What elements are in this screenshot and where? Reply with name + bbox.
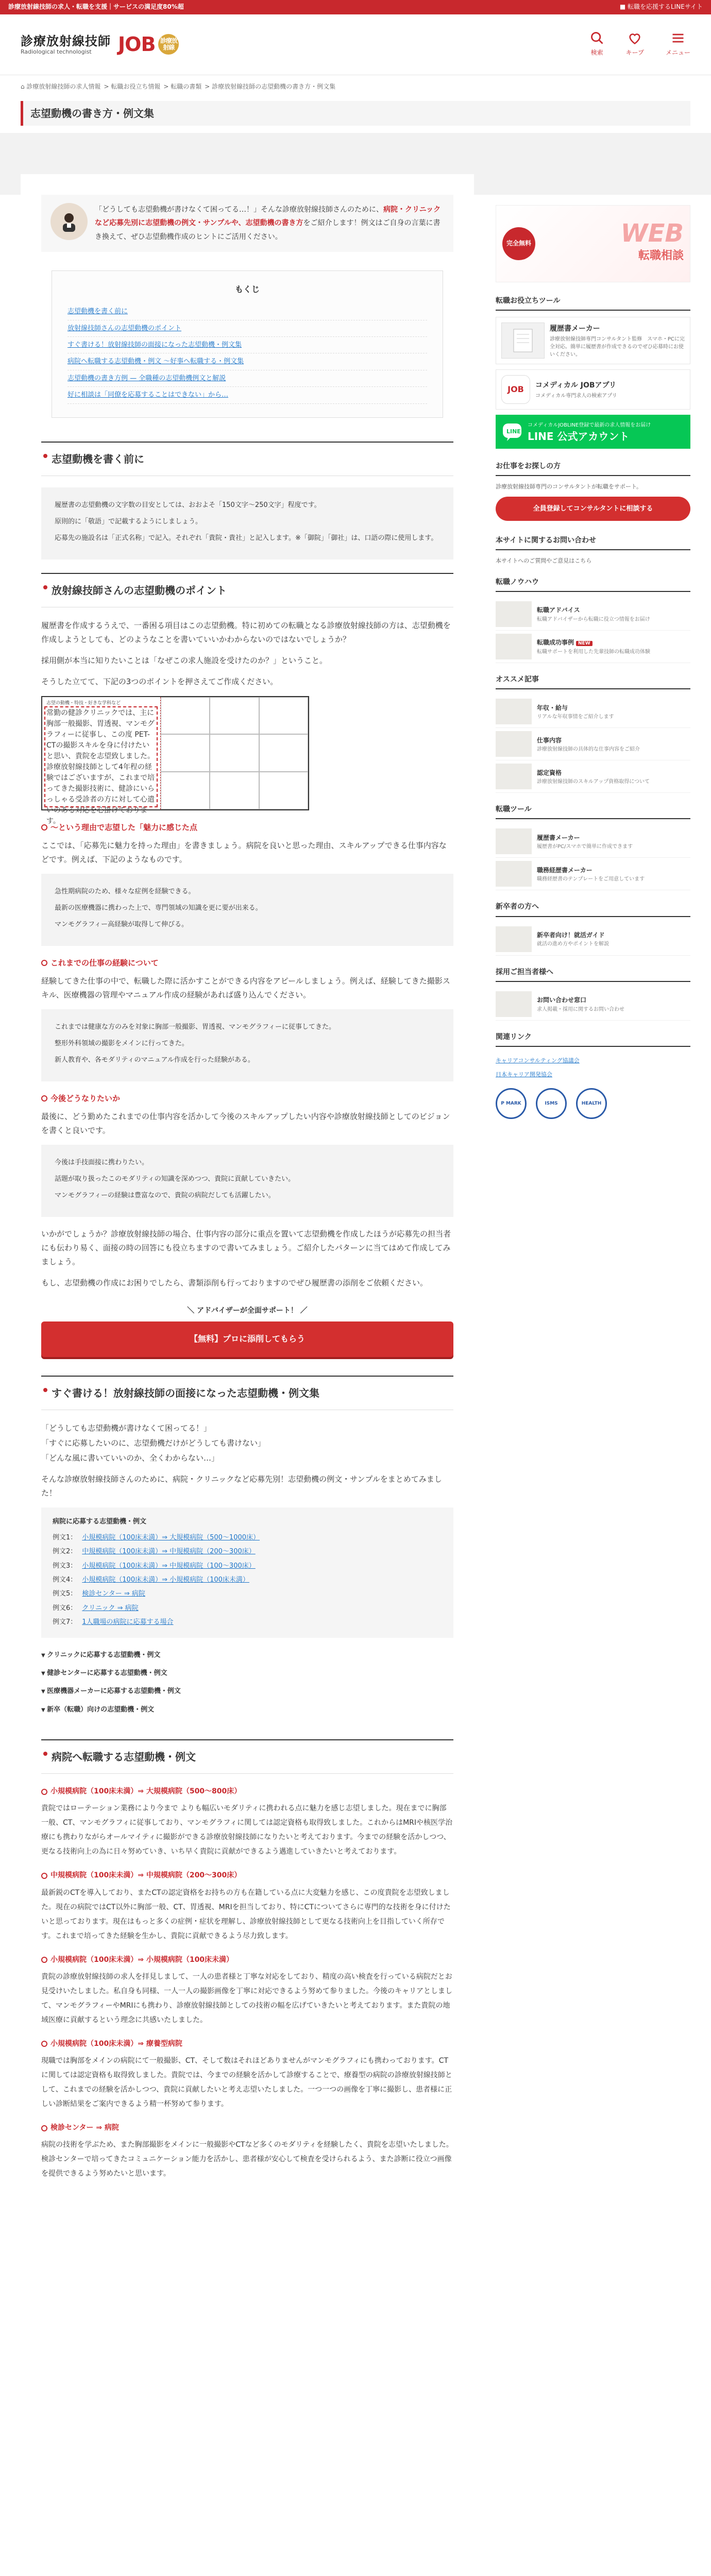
section-heading: 病院へ転職する志望動機・例文 [41,1739,453,1774]
breadcrumb: ⌂ 診療放射線技師の求人情報 > 転職お役立ち情報 > 転職の書類 > 診療放射線技師の志望動機の書き方・例文集 [21,83,336,90]
example-heading: 小規模病院（100床未満）⇒ 大規模病院（500〜800床） [41,1785,453,1798]
intro-text-part: 「どうしても志望動機が書けなくて困ってる…！」そんな診療放射線技師さんのために、 [95,205,383,214]
example-link[interactable]: 1人職場の病院に応募する場合 [82,1618,174,1626]
toc-item[interactable]: 好に相談は「同僚を応募することはできない」から… [67,387,427,403]
example-text: 最新鋭のCTを導入しており、またCTの認定資格をお持ちの方も在籍している点に大変魅力を感じ、この度貴院を志望致しました。現在の病院ではCT以外に胸部一般、CT、胃透視、MRIを担当しており、特にCTについてさらに専門的な技術を身に付けたいと思っております。現在はもっと多くの症例・症状を理解し、診療放射線技師として更なる技術向上を目指していく所存です。これまで培ってきた経験を生かし、貴院に貢献できるよう尽力致します。 [41,1888,451,1940]
item-desc: 診療放射線技師のスキルアップ資格取得について [537,779,650,785]
heart-icon [628,31,642,45]
banner-sub-text: 転職相談 [638,249,684,262]
sample-cell [161,697,210,735]
sidebar-heading: 転職ノウハウ [496,574,690,592]
search-icon [590,31,604,45]
new-badge: NEW [576,641,592,646]
note-line: マンモグラフィーの経験は豊富なので、貴院の病院だしても活躍したい。 [55,1191,275,1199]
table-of-contents [52,270,443,417]
svg-text:LINE: LINE [506,428,521,435]
item-title: 履歴書メーカー [537,834,580,841]
note-line: 応募先の施設名は「正式名称」で記入。それぞれ「貴院・貴社」と記入します。※「御院」「御社」は、口語の際に使用します。 [55,534,438,542]
page-title: 志望動機の書き方・例文集 [21,101,690,126]
inquiry-link[interactable]: 本サイトへのご質問やご意見はこちら [496,557,592,565]
sidebar-heading: 採用ご担当者様へ [496,964,690,982]
paragraph: 経験してきた仕事の中で、転職した際に活かすことができる内容をアピールしましょう。例えば、経験してきた撮影スキル、医療機器の管理やマニュアル作成の経験があれば盛り込んでください。 [41,976,450,999]
header-nav [590,31,690,59]
intro-text-tail: をご紹介します！例文はご自身の言葉に書き換えて、ぜひ志望動機作成のヒントにご活用ください。 [95,219,441,241]
site-logo[interactable] [21,27,179,62]
client-thumbnail [496,991,532,1017]
item-title: 仕事内容 [537,736,562,744]
banner-big-text: WEB [620,218,684,248]
recommend-thumbnail [496,699,532,724]
highlight-frame [44,706,158,807]
resume-thumbnail [501,323,545,359]
example-number: 例文2： [53,1548,77,1556]
toc-title: もくじ [234,284,260,295]
knowhow-thumbnail [496,601,532,627]
app-name: コメディカル JOBアプリ [535,381,616,389]
example-text: 貴院の診療放射線技師の求人を拝見しまして、一人の患者様と丁寧な対応をしており、精度の高い検査を行っている病院だとお見受けいたしました。私自身も同様、一人一人の撮影画像を丁寧に対応できるよう努めて参りました。今後のキャリアとしまして、マンモグラフィーやMRIにも携わり、診療放射線技師としての技術の幅を広げていきたいと考えております。また貴院の地域医療に貢献するという理念に共感いたしました。 [41,1972,452,2024]
item-desc: 転職サポートを利用した先輩技師の転職成功体験 [537,649,650,655]
advisor-avatar [50,203,88,240]
health-logo: HEALTH [576,1088,607,1119]
item-desc: リアルな年収事情をご紹介します [537,714,614,720]
item-desc: 職務経歴書のテンプレートをご用意しています [537,876,645,883]
paragraph: そうした立てて、下記の3つのポイントを押さえてご作成ください。 [41,676,278,686]
toc-item[interactable]: 病院へ転職する志望動機・例文 ～好事へ転職する・例文集 [67,353,427,370]
note-line: 最新の医療機器に携わった上で、専門領域の知識を更に要が出来る。 [55,904,262,912]
sidebar-heading: 転職お役立ちツール [496,293,690,311]
intro-text [95,203,444,244]
line-official-banner[interactable] [496,415,690,449]
knowhow-thumbnail [496,634,532,659]
line-chat-icon [502,421,522,442]
paragraph: 履歴書を作成するうえで、一番困る項目はこの志望動機。特に初めての転職となる診療放射線技師の方は、志望動機を作成しようとしても、どのようなことを書いていいかわからないのではないでしょうか？ [41,620,451,644]
sidebar-heading: 新卒者の方へ [496,899,690,917]
recommend-thumbnail [496,731,532,757]
example-text: 病院の技術を学ぶため、また胸部撮影をメインに一般撮影やCTなど多くのモダリティを経験したく、貴院を志望いたしました。検診センターで培ってきたコミュニケーション能力を活かし、患者様が安心して検査を受けられるよう、また診断に役立つ画像を提供できるよう努めたいと思います。 [41,2141,453,2178]
recommend-thumbnail [496,764,532,789]
point-heading: 〜という理由で志望した「魅力に感じた点 [41,821,453,835]
main-article [21,174,474,2219]
example-heading: 中規模病院（100床未満）⇒ 中規模病院（200〜300床） [41,1869,453,1882]
breadcrumb-item: 診療放射線技師の志望動機の書き方・例文集 [212,83,336,90]
note-line: 原則的に「敬語」で記載するようにしましょう。 [55,517,202,526]
line-banner-small: コメディカルJOBLINE登録で最新の求人情報をお届け [528,422,651,428]
app-desc: コメディカル専門求人の検索アプリ [535,393,617,399]
example-number: 例文4： [53,1576,77,1584]
note-box [41,487,453,560]
nav-keep[interactable] [626,31,644,59]
paragraph: そんな診療放射線技師さんのために、病院・クリニックなど応募先別！志望動機の例文・サンプルをまとめてみました！ [41,1474,442,1498]
example-list-row [53,1615,442,1629]
note-box [41,1145,453,1217]
recommend-item[interactable] [496,760,690,793]
top-announcement-bar [0,0,711,14]
accordion-new-grad[interactable]: ▼ 新卒（転職）向けの志望動機・例文 [41,1701,453,1719]
item-desc: 求人掲載・採用に関するお問い合わせ [537,1006,624,1012]
example-list-row [53,1559,442,1573]
tool-item[interactable] [496,825,690,858]
note-line: 急性期病院のため、様々な症例を経験できる。 [55,887,195,895]
example-list-row [53,1545,442,1558]
site-header [0,14,711,75]
example-list-row [53,1587,442,1601]
note-line: 整形外科領域の撮影をメインに行ってきた。 [55,1039,189,1047]
cta-label: ＼ アドバイザーが全面サポート！ ／ [187,1306,308,1315]
line-banner-big: LINE 公式アカウント [528,430,630,443]
accordion-device-maker[interactable]: ▼ 医療機器メーカーに応募する志望動機・例文 [41,1682,453,1700]
example-link[interactable]: 小規模病院（100床未満）⇒ 小規模病院（100床未満） [82,1576,249,1584]
sample-cell [210,734,259,772]
item-title: 新卒者向け！就活ガイド [537,931,605,939]
paragraph: 最後に、どう勤めたこれまでの仕事内容を活かして今後のスキルアップしたい内容や診療放射線技師としてのビジョンを書くと良いです。 [41,1111,450,1135]
quote-line: 「すぐに応募したいのに、志望動機だけがどうしても書けない」 [41,1438,266,1448]
item-title: 職務経歴書メーカー [537,866,592,874]
resume-maker-card[interactable] [496,317,690,364]
web-consult-banner[interactable] [496,205,690,282]
related-link[interactable]: 日本キャリア開発協会 [496,1071,552,1078]
nav-menu[interactable] [666,31,690,59]
paragraph: 採用側が本当に知りたいことは「なぜこの求人施設を受けたのか？」ということ。 [41,655,328,665]
example-link[interactable]: クリニック ⇒ 病院 [82,1604,139,1612]
section-heading: すぐ書ける！放射線技師の面接になった志望動機・例文集 [41,1376,453,1410]
sidebar-heading: 関連リンク [496,1029,690,1047]
tool-name: 履歴書メーカー [550,324,600,333]
nav-keep-label: キープ [625,48,644,56]
sample-cell [210,772,259,809]
sample-grid [161,697,308,809]
example-list-row [53,1601,442,1615]
example-link[interactable]: 中規模病院（100床未満）⇒ 中規模病院（200〜300床） [82,1548,256,1556]
note-line: 新人教育や、各モダリティのマニュアル作成を行った経験がある。 [55,1056,255,1064]
certification-logos [496,1088,690,1119]
resume-sample-image [41,696,309,826]
example-link[interactable]: 検診センター ⇒ 病院 [82,1590,145,1598]
intro-text-bold: 病院・クリニックなど応募先別に志望動機の例文・サンプルや、志望動機の書き方 [95,205,441,228]
tool-desc: 診療放射線技師専門コンサルタント監修 スマホ・PCに完全対応。簡単に履歴書が作成できるのでぜひ応募時にお使いください。 [550,336,685,358]
intro-box [41,195,453,252]
example-link[interactable]: 小規模病院（100床未満）⇒ 中規模病院（100〜300床） [82,1562,256,1570]
item-title: 転職アドバイス [537,606,580,614]
sample-text: 常勤の健診クリニックでは、主に胸部一般撮影、胃透視、マンモグラフィーに従事し、この度 PET-CTの撮影スキルを身に付けたいと思い、貴院を志望致しました。診療放射線技師として4年程の経験ではございますが、これまで培ってきた撮影技術に、健診にいらっしゃる受診者の方に対して心遣いのある対応を心掛けております。 [46,709,155,826]
app-card[interactable] [496,369,690,410]
item-title: お問い合わせ窓口 [537,996,587,1004]
note-line: 今後は手技面接に携わりたい。 [55,1158,149,1166]
item-desc: 転職アドバイザーから転職に役立つ情報をお届け [537,616,650,622]
recommend-item[interactable] [496,728,690,760]
note-box [41,1009,453,1081]
item-desc: 履歴書がPC/スマホで簡単に作成できます [537,844,633,850]
line-site-link[interactable]: ■ 転職を応援するLINEサイト [619,3,703,11]
note-line: これまでは健康な方のみを対象に胸部一般撮影、胃透視、マンモグラフィーに従事してきた。 [55,1023,335,1031]
recommend-item[interactable] [496,696,690,728]
sample-cell [161,772,210,809]
resume-review-button[interactable]: 【無料】プロに添削してもらう [41,1321,453,1357]
toc-item[interactable]: 志望動機の書き方例 — 全職種の志望動機例文と解説 [67,370,427,387]
accordion-clinic[interactable]: ▼ クリニックに応募する志望動機・例文 [41,1646,453,1664]
isms-logo: ISMS [536,1088,567,1119]
note-box [41,874,453,946]
example-link[interactable]: 小規模病院（100床未満）⇒ 大規模病院（500〜1000床） [82,1533,260,1541]
tool-item[interactable] [496,858,690,890]
example-heading: 小規模病院（100床未満）⇒ 小規模病院（100床未満） [41,1954,453,1967]
example-number: 例文7： [53,1618,77,1626]
point-heading: 今後どうなりたいか [41,1092,453,1106]
related-link[interactable]: キャリアコンサルティング協議会 [496,1057,580,1064]
banner-free-badge: 完全無料 [502,227,535,260]
logo-japanese: 診療放射線技師 [21,33,111,48]
document-icon [513,328,533,353]
knowhow-item[interactable] [496,598,690,631]
sample-cell [210,697,259,735]
paragraph: ここでは、「応募先に魅力を持った理由」を書きましょう。病院を良いと思った理由、スキルアップできる仕事内容などです。例えば、下記のようなものです。 [41,840,447,864]
example-list-row [53,1531,442,1545]
example-number: 例文1： [53,1533,77,1541]
logo-job-mark [118,27,179,62]
announcement-text: 診療放射線技師の求人・転職を支援｜サービスの満足度80%超 [8,3,184,11]
sample-cell [259,734,308,772]
accordion-checkup-center[interactable]: ▼ 健診センターに応募する志望動機・例文 [41,1664,453,1682]
section-heading: 志望動機を書く前に [41,442,453,476]
consult-register-button[interactable]: 全員登録してコンサルタントに相談する [496,497,690,521]
logo-job-text: JOB [118,33,156,56]
toc-item[interactable]: すぐ書ける！放射線技師の面接になった志望動機・例文集 [67,337,427,353]
paragraph: もし、志望動機の作成にお困りでしたら、書類添削も行っておりますのでぜひ履歴書の添削をご依頼ください。 [41,1278,428,1287]
sample-cell [161,734,210,772]
sample-motivation-area [42,697,161,826]
quote-line: 「どうしても志望動機が書けなくて困ってる！」 [41,1423,212,1433]
example-number: 例文3： [53,1562,77,1570]
breadcrumb-item[interactable]: 転職の書類 [171,83,202,90]
sidebar [496,174,690,2219]
app-icon: JOB [501,375,530,404]
nav-search-label: 検索 [590,48,603,56]
example-number: 例文5： [53,1590,77,1598]
sidebar-heading: 本サイトに関するお問い合わせ [496,532,690,550]
sidebar-heading: お仕事をお探しの方 [496,458,690,476]
tool-thumbnail [496,861,532,887]
note-line: マンモグラフィー高経験が取得して伸びる。 [55,920,188,928]
item-title: 認定資格 [537,769,562,776]
item-title: 年収・給与 [537,704,568,711]
breadcrumb-item[interactable]: ⌂ 診療放射線技師の求人情報 [21,83,101,90]
example-text: 貴院ではローテーション業務により今まで よりも幅広いモダリティに携われる点に魅力を感じ志望しました。現在までに胸部一般、CT、マンモグラフィに従事しており、マンモグラフィに関しては認定資格も取得致しました。これからはMRIや核医学治療にも携わりながらオールマイティに撮影ができる診療放射線技師になりたいと考えております。今までの経験を活かしつつ、更なる技術向上の為に日々努めていき、いち早く貴院に貢献ができるよう邁進していきたいと考えております。 [41,1804,453,1856]
item-desc: 就活の進め方やポイントを解説 [537,941,609,947]
example-list [41,1507,453,1638]
newgrad-thumbnail [496,926,532,952]
example-list-head: 病院に応募する志望動機・例文 [53,1517,147,1526]
newgrad-item[interactable] [496,923,690,956]
logo-english: Radiological technologist [21,48,92,56]
nav-search[interactable] [590,31,604,59]
knowhow-item[interactable] [496,631,690,663]
sidebar-heading: オススメ記事 [496,671,690,689]
toc-item[interactable]: 放射線技師さんの志望動機のポイント [67,320,427,337]
consult-desc: 診療放射線技師専門のコンサルタントが転職をサポート。 [496,483,642,490]
example-heading: 検診センター ⇒ 病院 [41,2122,453,2134]
sidebar-heading: 転職ツール [496,801,690,819]
section-heading: 放射線技師さんの志望動機のポイント [41,573,453,607]
example-list-row [53,1573,442,1587]
example-text: 現職では胸部をメインの病院にて一般撮影、CT、そして数はそれほどありませんがマンモグラフィにも携わっております。CTに関しては認定資格も取得致しました。貴院では、今までの経験を活かして診療することで、療養型の病院の診療放射線技師として、これまでの経験を活かしつつ、貴院に貢献したいと考え志望いたしました。一つ一つの画像を丁寧に撮影し、患者様に正しい診断結果をご案内できるよう精一杯努めて参ります。 [41,2056,452,2108]
sample-cell [259,697,308,735]
nav-menu-label: メニュー [665,48,690,56]
sample-cell [259,772,308,809]
tool-thumbnail [496,828,532,854]
point-heading: これまでの仕事の経験について [41,956,453,970]
paragraph: いかがでしょうか？診療放射線技師の場合、仕事内容の部分に重点を置いて志望動機を作成したほうが応募先の担当者にも伝わり易く、面接の時の回答にも役立ちますので書いてみましょう。ご紹介したパターンに当てはめて作成してみましょう。 [41,1229,451,1266]
item-title: 転職成功事例 [537,639,574,647]
quote-line: 「どんな風に書いていいのか、全くわからない…」 [41,1453,219,1463]
person-icon [57,210,81,233]
example-number: 例文6： [53,1604,77,1612]
logo-badge: 診療放射線 [158,34,179,55]
breadcrumb-item[interactable]: 転職お役立ち情報 [111,83,161,90]
toc-item[interactable]: 志望動機を書く前に [67,303,427,320]
note-line: 履歴書の志望動機の文字数の目安としては、おおよそ「150文字〜250文字」程度です。 [55,501,321,509]
sample-label: 志望の動機・特技・好きな学科など [46,700,121,706]
note-line: 話題が取り扱ったこのモダリティの知識を深めつつ、貴院に貢献していきたい。 [55,1175,295,1183]
menu-icon [671,31,685,45]
client-item[interactable] [496,988,690,1021]
privacy-mark-logo: P MARK [496,1088,527,1119]
example-heading: 小規模病院（100床未満）⇒ 療養型病院 [41,2038,453,2050]
item-desc: 診療放射線技師の具体的な仕事内容をご紹介 [537,747,640,753]
